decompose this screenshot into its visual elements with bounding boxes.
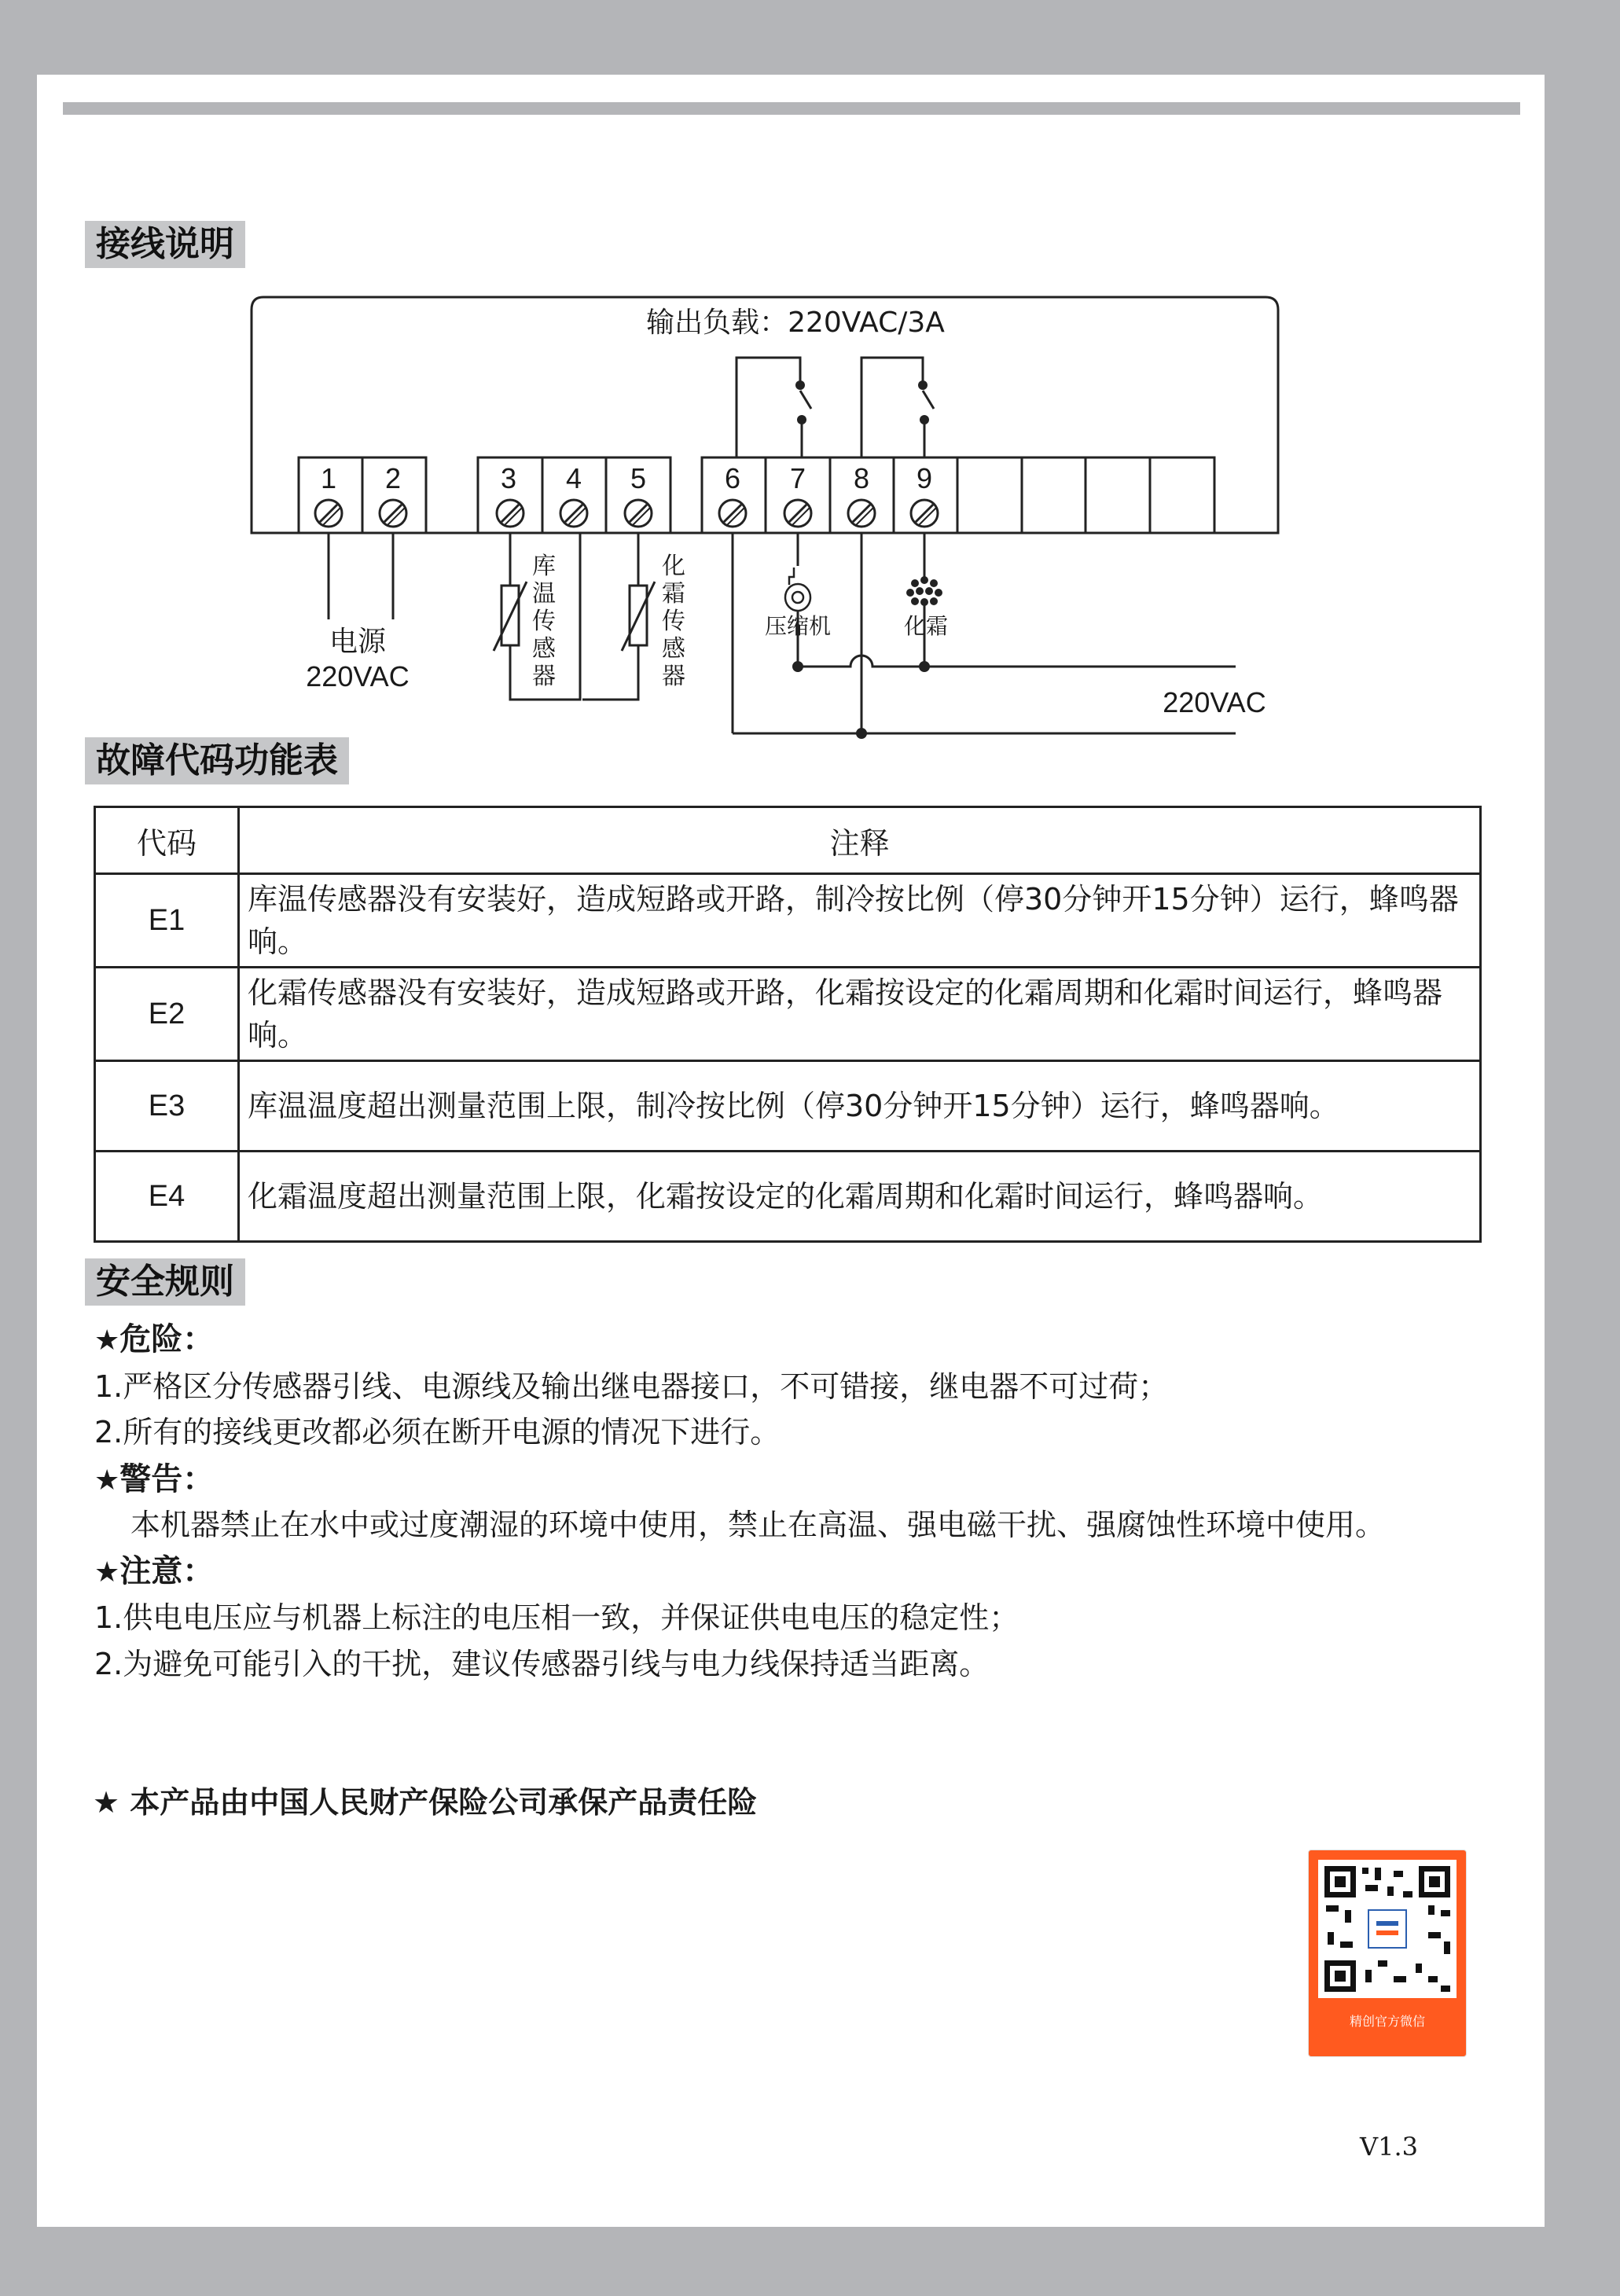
svg-text:感: 感 <box>662 635 685 663</box>
fault-code: E3 <box>95 1061 239 1152</box>
svg-text:传: 传 <box>662 608 685 635</box>
table-row <box>95 1061 1481 1152</box>
notice-item-2: 2.为避免可能引入的干扰，建议传感器引线与电力线保持适当距离。 <box>94 1647 990 1681</box>
fault-code-table <box>94 806 1482 1243</box>
fault-code: E2 <box>95 968 239 1061</box>
terminal-6-label: 6 <box>724 462 741 494</box>
terminal-2-label: 2 <box>384 462 402 494</box>
table-row <box>95 968 1481 1061</box>
terminal-5-label: 5 <box>630 462 647 494</box>
fault-note: 库温传感器没有安装好，造成短路或开路，制冷按比例（停30分钟开15分钟）运行，蜂鸣器响。 <box>239 874 1481 968</box>
svg-text:温: 温 <box>532 580 556 608</box>
compressor-icon <box>785 568 810 611</box>
star-icon: ★ <box>93 1785 130 1820</box>
svg-text:传: 传 <box>532 608 556 635</box>
table-row <box>95 1152 1481 1242</box>
fault-note: 化霜温度超出测量范围上限，化霜按设定的化霜周期和化霜时间运行，蜂鸣器响。 <box>239 1152 1481 1242</box>
svg-text:霜: 霜 <box>662 580 685 608</box>
section-heading-fault-codes: 故障代码功能表 <box>85 737 349 784</box>
svg-text:化: 化 <box>662 553 685 580</box>
column-header-note: 注释 <box>239 807 1481 874</box>
compressor-label: 压缩机 <box>764 613 832 639</box>
line-voltage-label: 220VAC <box>1163 686 1266 718</box>
notice-item-1: 1.供电电压应与机器上标注的电压相一致，并保证供电电压的稳定性； <box>94 1600 1019 1635</box>
danger-item-1: 1.严格区分传感器引线、电源线及输出继电器接口，不可错接，继电器不可过荷； <box>94 1369 1169 1404</box>
version-label: V1.3 <box>1360 2132 1418 2162</box>
warning-heading: ★警告： <box>94 1461 215 1497</box>
wechat-qr-card[interactable] <box>1308 1850 1467 2057</box>
svg-text:感: 感 <box>532 635 556 663</box>
svg-text:器: 器 <box>532 663 556 690</box>
terminal-7-label: 7 <box>789 462 806 494</box>
defrost-sensor-icon <box>582 533 655 700</box>
warning-item-1: 本机器禁止在水中或过度潮湿的环境中使用，禁止在高温、强电磁干扰、强腐蚀性环境中使用。 <box>130 1508 1386 1542</box>
table-row <box>95 874 1481 968</box>
relay-contacts <box>737 358 934 457</box>
terminal-8-label: 8 <box>853 462 870 494</box>
power-voltage-label: 220VAC <box>306 660 410 692</box>
column-header-code: 代码 <box>95 807 239 874</box>
star-icon: ★ <box>94 1464 120 1497</box>
star-icon: ★ <box>94 1324 120 1357</box>
svg-text:库: 库 <box>532 553 556 580</box>
danger-heading: ★危险： <box>94 1321 215 1357</box>
fault-note: 库温温度超出测量范围上限，制冷按比例（停30分钟开15分钟）运行，蜂鸣器响。 <box>239 1061 1481 1152</box>
qr-caption: 精创官方微信 <box>1349 2014 1425 2029</box>
section-heading-safety: 安全规则 <box>85 1258 245 1306</box>
table-header-row <box>95 807 1481 874</box>
danger-item-2: 2.所有的接线更改都必须在断开电源的情况下进行。 <box>94 1415 781 1449</box>
fault-code: E1 <box>95 874 239 968</box>
snowflake-icon <box>906 576 942 606</box>
terminal-3-label: 3 <box>500 462 517 494</box>
defrost-label: 化霜 <box>903 613 949 639</box>
section-heading-wiring: 接线说明 <box>85 221 245 268</box>
output-load-label: 输出负载：220VAC/3A <box>646 307 945 339</box>
wiring-diagram <box>0 0 1620 755</box>
fault-note: 化霜传感器没有安装好，造成短路或开路，化霜按设定的化霜周期和化霜时间运行，蜂鸣器响。 <box>239 968 1481 1061</box>
insurance-note: ★ 本产品由中国人民财产保险公司承保产品责任险 <box>93 1785 758 1820</box>
power-label: 电源 <box>329 626 387 658</box>
svg-text:器: 器 <box>662 663 685 690</box>
star-icon: ★ <box>94 1556 120 1589</box>
notice-heading: ★注意： <box>94 1553 215 1589</box>
terminal-4-label: 4 <box>565 462 582 494</box>
terminal-9-label: 9 <box>916 462 933 494</box>
fault-code: E4 <box>95 1152 239 1242</box>
qr-code-icon <box>1318 1860 1457 1998</box>
terminal-1-label: 1 <box>320 462 337 494</box>
